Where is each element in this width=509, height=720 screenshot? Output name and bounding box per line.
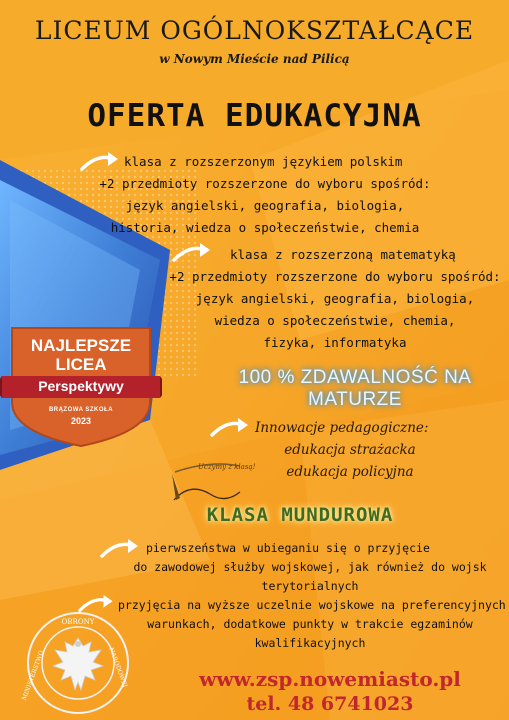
school-name: LICEUM OGÓLNOKSZTAŁCĄCE [34,16,475,45]
badge-line2: LICEA [55,355,107,374]
uniform-point2-line2: warunkach, dodatkowe punkty w trakcie egzaminów [147,617,473,631]
best-schools-badge [0,322,162,450]
pass-rate-banner: 100 % ZDAWALNOŚĆ NA MATURZE [238,367,472,410]
badge-ribbon: Perspektywy [38,378,124,394]
offer-title: OFERTA EDUKACYJNA [87,98,422,134]
uniform-point2-line3: kwalifikacyjnych [254,636,366,650]
phone-number: tel. 48 6741023 [246,693,414,715]
class-polish-line3: język angielski, geografia, biologia, [125,198,405,213]
innovations-item2: edukacja policyjna [286,464,414,480]
innovations-item1: edukacja strażacka [284,442,416,458]
class-math-line4: wiedza o społeczeństwie, chemia, [214,313,456,328]
class-polish-line1: klasa z rozszerzonym językiem polskim [124,154,403,169]
arrow-icon [80,149,124,175]
uniform-class-title: KLASA MUNDUROWA [206,504,394,526]
badge-line1: NAJLEPSZE [30,336,132,355]
innovations-title: Innowacje pedagogiczne: [255,420,429,436]
emblem-word-right: NARODOWEJ [107,646,129,689]
class-polish-line2: +2 przedmioty rozszerzone do wyboru spośród: [99,176,431,191]
school-location: w Nowym Mieście nad Pilicą [159,52,350,66]
uniform-point1-line2: do zawodowej służby wojskowej, jak również do wojsk [133,560,487,574]
uniform-point2-line1: przyjęcia na wyższe uczelnie wojskowe na preferencyjnych [118,598,506,612]
class-math-line5: fizyka, informatyka [263,335,407,350]
uniform-point1-line3: terytorialnych [261,579,359,593]
badge-year: 2023 [70,416,92,426]
website-link[interactable]: www.zsp.nowemiasto.pl [199,667,461,691]
pen-caption: Uczymy z klasą! [198,463,256,471]
ministry-emblem [20,610,131,716]
class-math-line1: klasa z rozszerzoną matematyką [230,247,456,262]
badge-award: BRĄZOWA SZKOŁA [48,407,114,413]
emblem-word-left: MINISTERSTWO [20,649,46,702]
class-polish-line4: historia, wiedza o społeczeństwie, chemia [110,220,420,235]
emblem-word-top: OBRONY [61,618,95,626]
arrow-icon [210,415,254,441]
uniform-point1-line1: pierwszeństwa w ubieganiu się o przyjęcie [146,541,430,555]
class-math-line3: język angielski, geografia, biologia, [195,291,475,306]
arrow-icon [172,240,216,266]
class-math-line2: +2 przedmioty rozszerzone do wyboru spośród: [169,269,501,284]
